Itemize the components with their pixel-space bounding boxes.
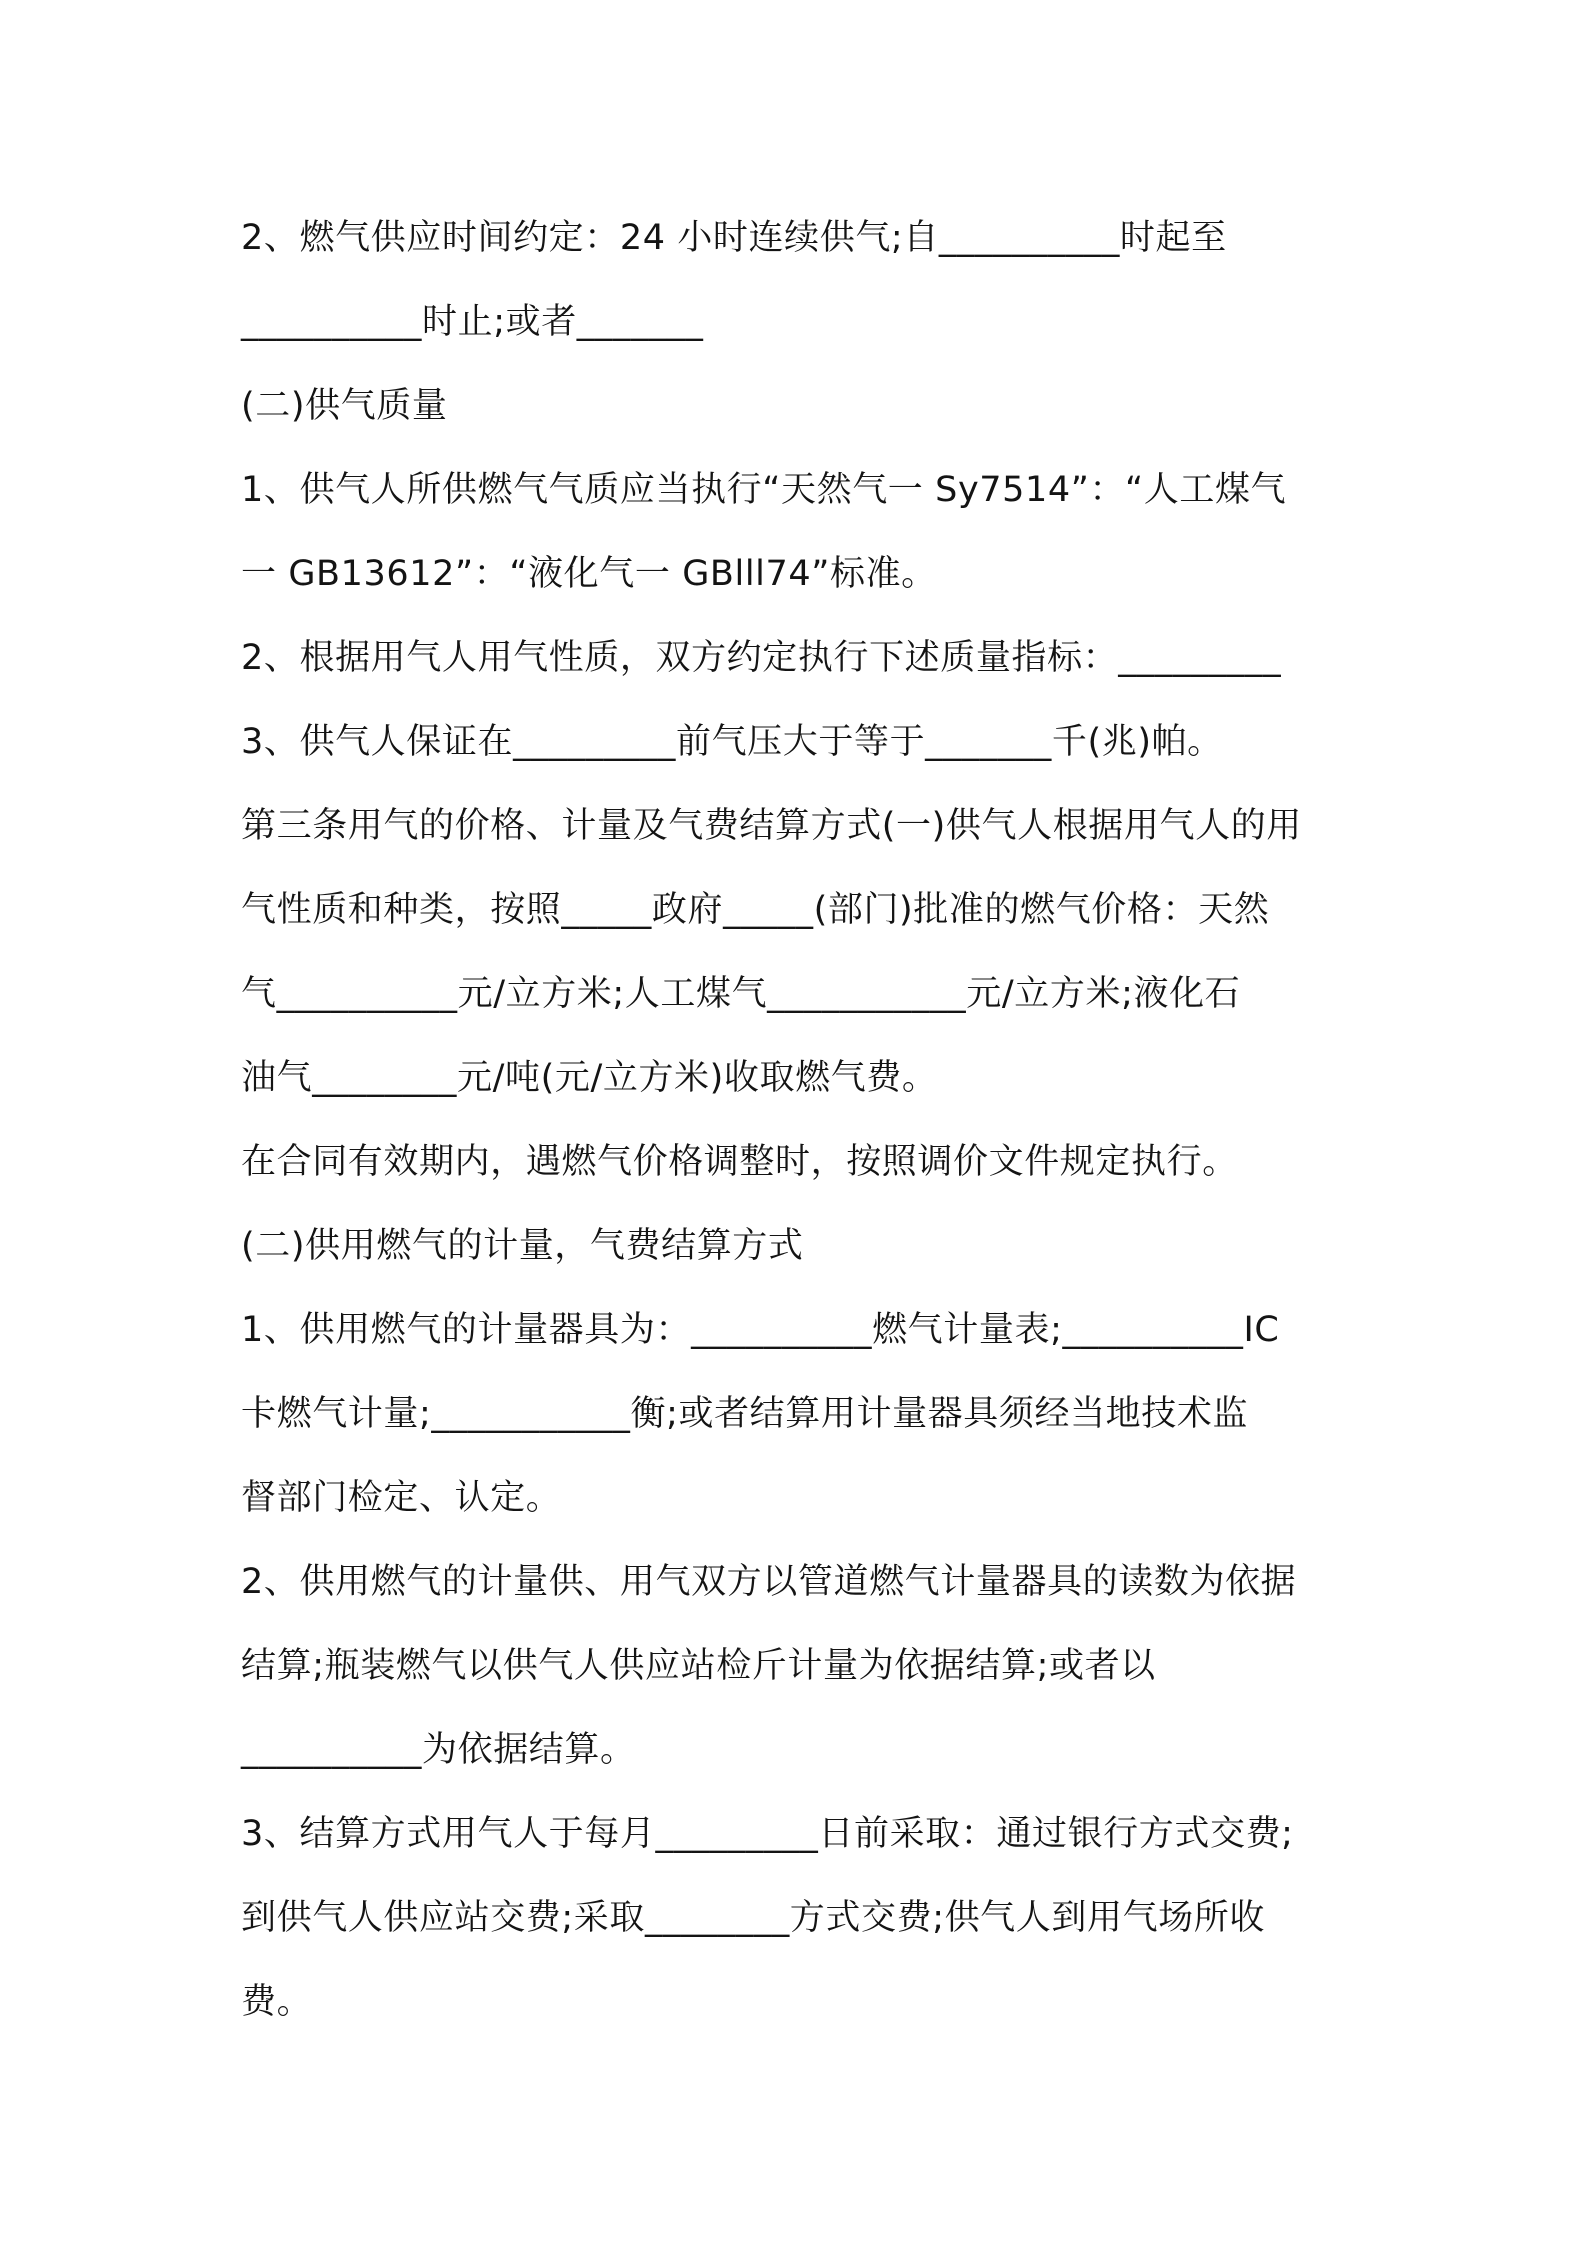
- text-line: 气性质和种类，按照_____政府_____(部门)批准的燃气价格：天然: [241, 890, 1270, 930]
- text-line: 3、结算方式用气人于每月_________日前采取：通过银行方式交费;: [241, 1814, 1294, 1854]
- text-line: 2、燃气供应时间约定：24 小时连续供气;自__________时起至: [241, 218, 1227, 258]
- section-heading: (二)供气质量: [241, 386, 448, 426]
- text-line: 卡燃气计量;___________衡;或者结算用计量器具须经当地技术监: [241, 1394, 1249, 1434]
- text-line: 费。: [241, 1982, 313, 2022]
- text-line: 一 GB13612”：“液化气一 GBlll74”标准。: [241, 554, 937, 594]
- text-line: __________为依据结算。: [241, 1730, 636, 1770]
- text-line: 在合同有效期内，遇燃气价格调整时，按照调价文件规定执行。: [241, 1142, 1238, 1182]
- text-line: 3、供气人保证在_________前气压大于等于_______千(兆)帕。: [241, 722, 1223, 762]
- text-line: 1、供用燃气的计量器具为：__________燃气计量表;__________IC: [241, 1310, 1280, 1350]
- text-line: 到供气人供应站交费;采取________方式交费;供气人到用气场所收: [241, 1898, 1265, 1938]
- text-line: 2、根据用气人用气性质，双方约定执行下述质量指标：_________: [241, 638, 1282, 678]
- text-line: 第三条用气的价格、计量及气费结算方式(一)供气人根据用气人的用: [241, 806, 1302, 846]
- text-line: 气__________元/立方米;人工煤气___________元/立方米;液化石: [241, 974, 1241, 1014]
- text-line: 油气________元/吨(元/立方米)收取燃气费。: [241, 1058, 938, 1098]
- section-heading: (二)供用燃气的计量，气费结算方式: [241, 1226, 804, 1266]
- text-line: 2、供用燃气的计量供、用气双方以管道燃气计量器具的读数为依据: [241, 1562, 1297, 1602]
- text-line: __________时止;或者_______: [241, 302, 704, 342]
- text-line: 1、供气人所供燃气气质应当执行“天然气一 Sy7514”：“人工煤气: [241, 470, 1287, 510]
- document-body: [241, 196, 1361, 2044]
- text-line: 督部门检定、认定。: [241, 1478, 562, 1518]
- text-line: 结算;瓶装燃气以供气人供应站检斤计量为依据结算;或者以: [241, 1646, 1156, 1686]
